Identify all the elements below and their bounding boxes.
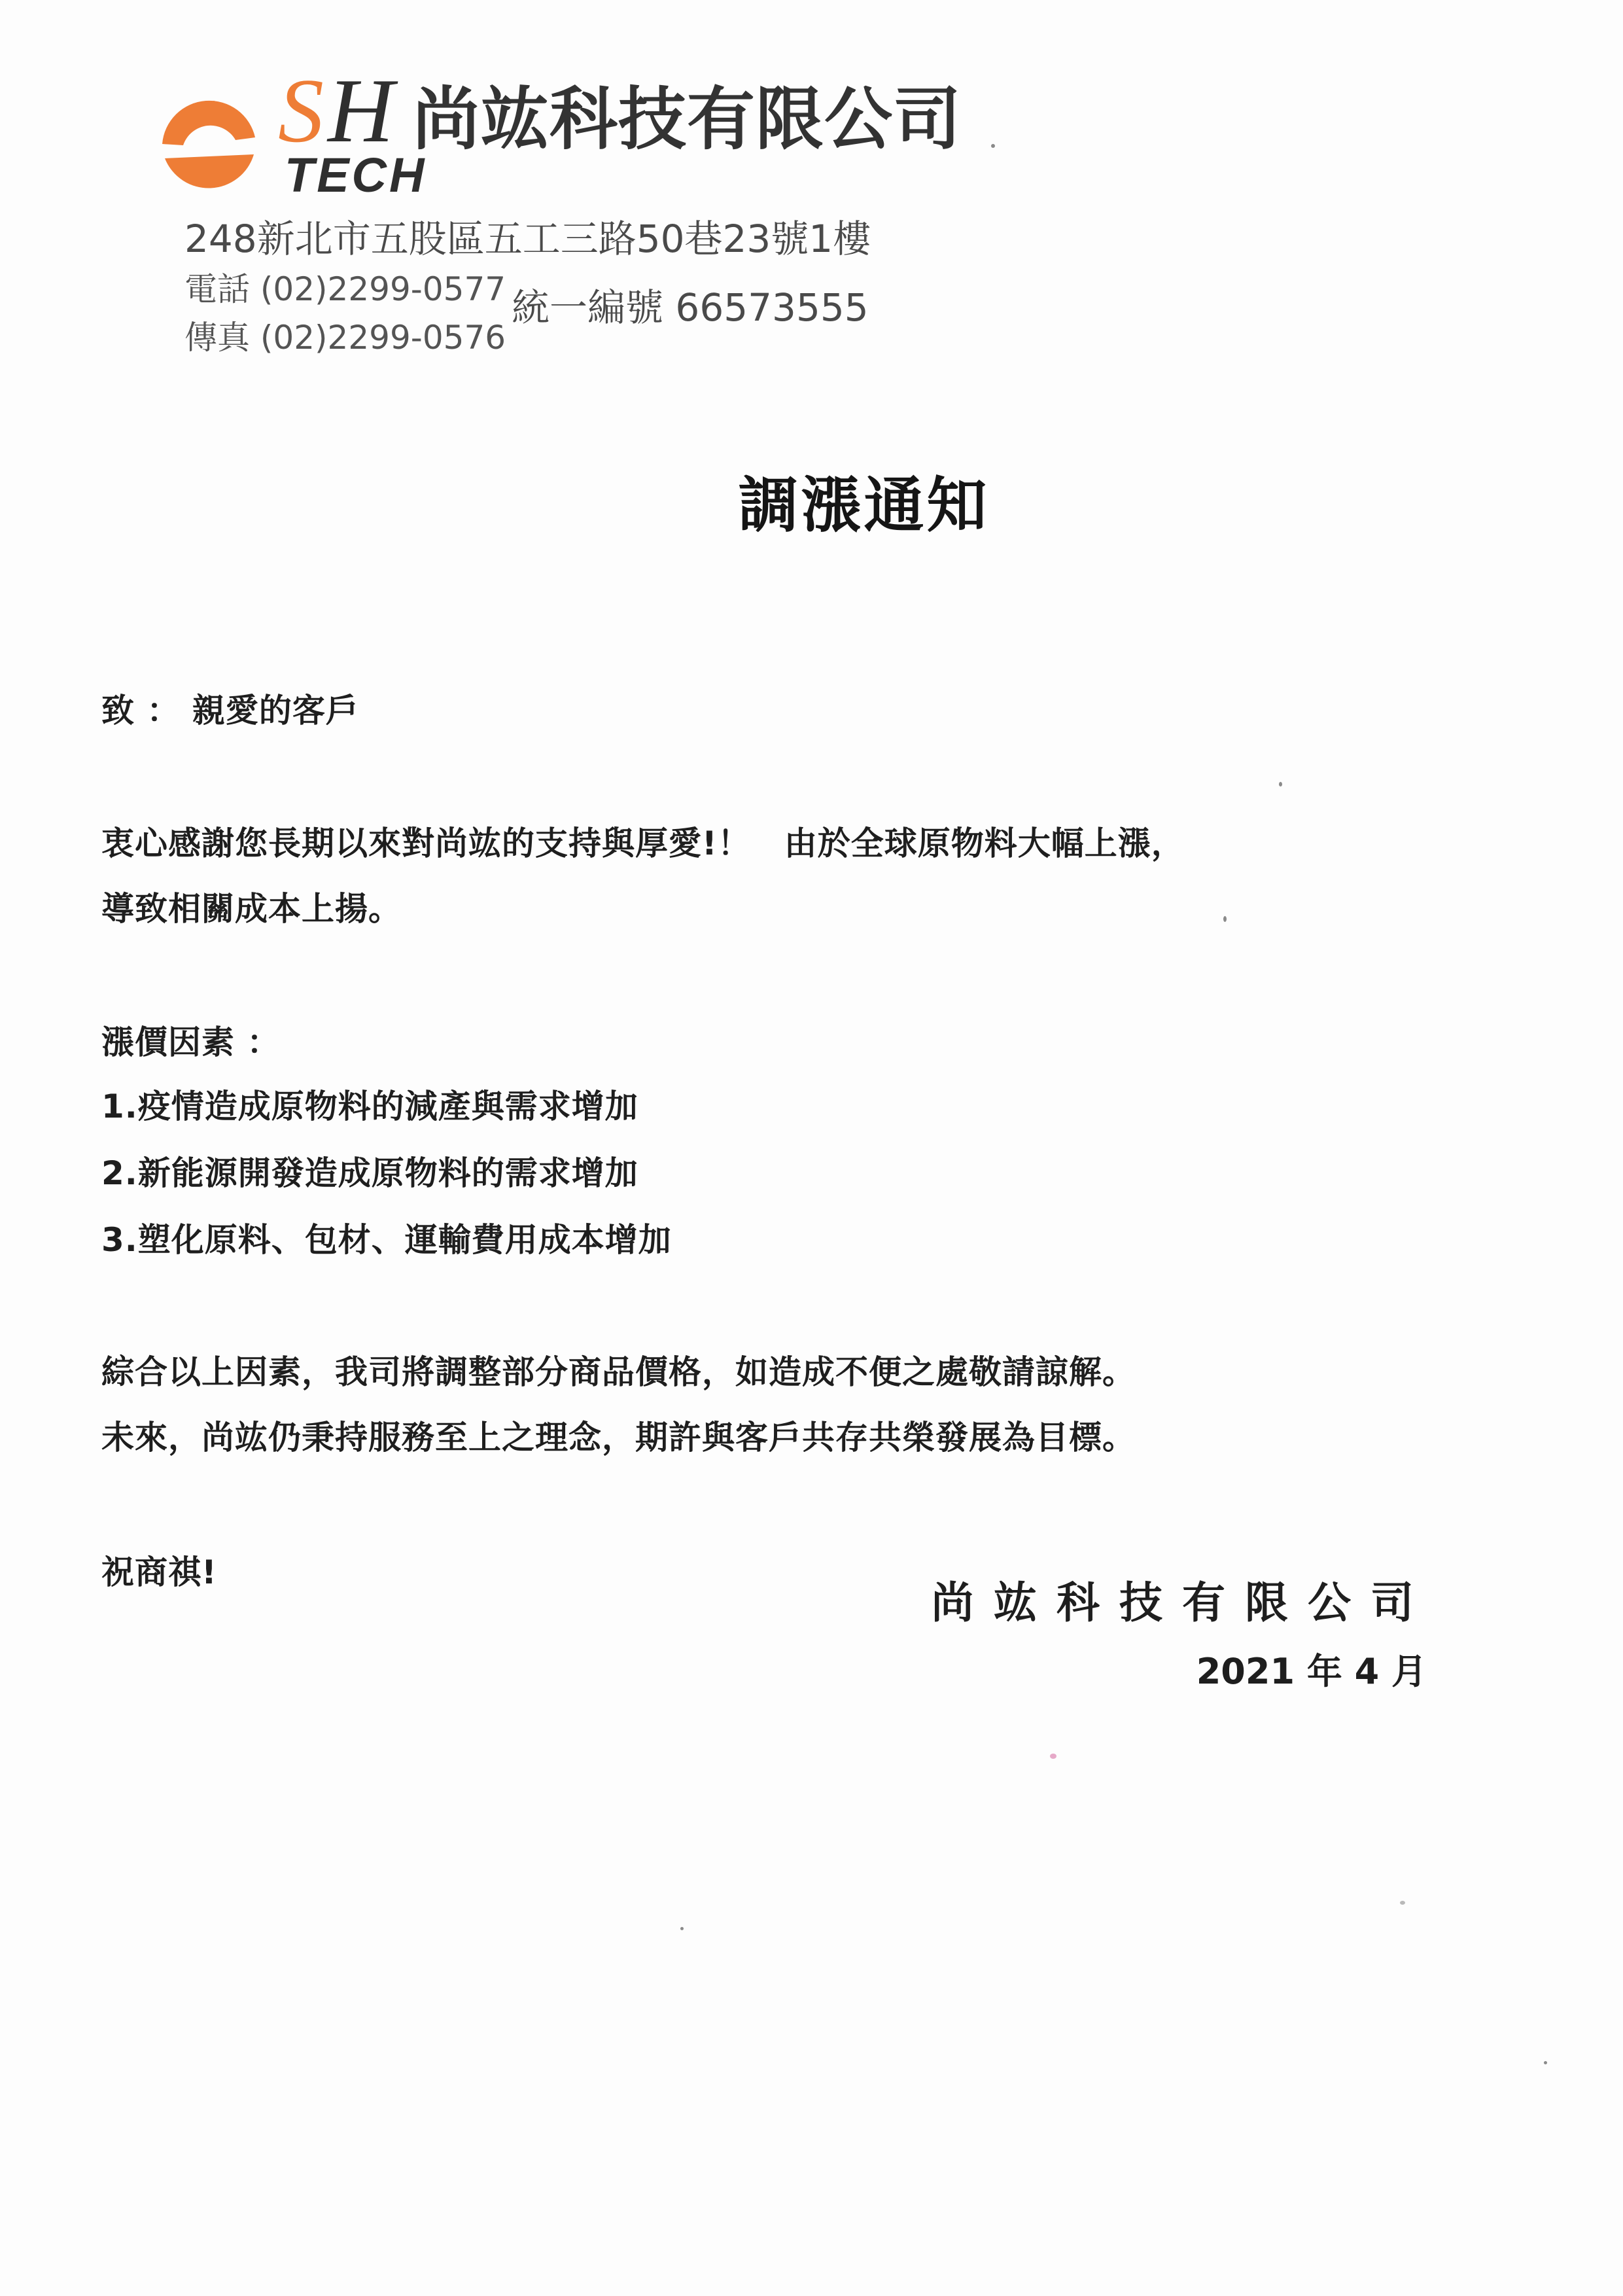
brand-tech: TECH: [285, 148, 427, 202]
reason-item: 1.疫情造成原物料的減產與需求增加: [101, 1087, 638, 1125]
brand-sh-mark: [278, 60, 398, 162]
reason-item: 2.新能源開發造成原物料的需求增加: [101, 1154, 638, 1192]
signature-company: 尚竑科技有限公司: [931, 1578, 1433, 1628]
summary-line-2: 未來，尚竑仍秉持服務至上之理念，期許與客戶共存共榮發展為目標。: [101, 1419, 1136, 1457]
company-address: 248新北市五股區五工三路50巷23號1樓: [184, 217, 871, 261]
company-tax-id: 統一編號 66573555: [512, 285, 869, 330]
letterhead-brand: [278, 60, 962, 203]
brand-letter-s: S: [278, 60, 328, 162]
scan-speck: [991, 144, 995, 148]
scan-speck: [1400, 1901, 1405, 1905]
scan-speck: [1544, 2061, 1547, 2064]
company-name: 尚竑科技有限公司: [412, 79, 962, 159]
reasons-heading: 漲價因素 ：: [101, 1023, 281, 1061]
intro-line-1: 衷心感謝您長期以來對尚竑的支持與厚愛!！ 由於全球原物料大幅上漲，: [101, 824, 1185, 862]
notice-title: 調漲通知: [738, 470, 990, 540]
brand-letter-h: H: [328, 60, 398, 162]
closing: 祝商祺!: [101, 1553, 217, 1591]
company-phone: 電話 (02)2299-0577: [184, 270, 506, 308]
summary-line-1: 綜合以上因素，我司將調整部分商品價格，如造成不便之處敬請諒解。: [101, 1353, 1136, 1391]
intro-line-2: 導致相關成本上揚。: [101, 890, 402, 928]
scan-speck: [1050, 1754, 1056, 1759]
scan-speck: [1223, 916, 1227, 922]
company-fax: 傳真 (02)2299-0576: [184, 319, 506, 357]
scan-speck: [680, 1927, 684, 1930]
company-logo-icon: [157, 98, 262, 203]
reason-item: 3.塑化原料、包材、運輸費用成本增加: [101, 1221, 672, 1259]
greeting: 致 ： 親愛的客戶: [101, 692, 359, 730]
signature-date: 2021 年 4 月: [1196, 1651, 1427, 1692]
scan-speck: [1279, 782, 1282, 786]
